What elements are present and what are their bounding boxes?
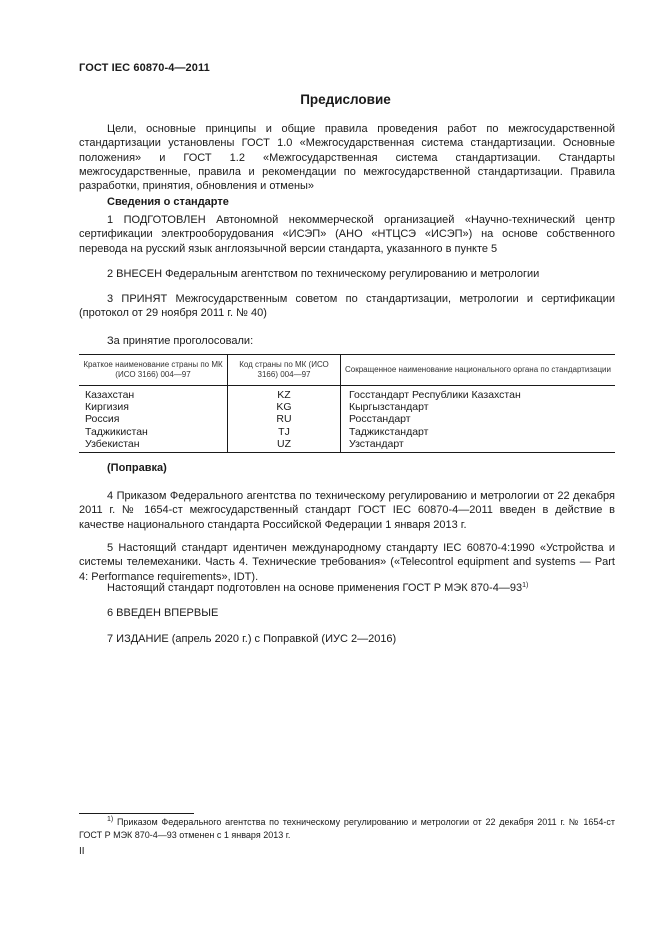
footnote-marker: 1) xyxy=(107,816,114,823)
country-cell: Казахстан xyxy=(85,389,135,401)
intro-paragraph: Цели, основные принципы и общие правила проведения работ по межгосударственной стандартизации установлены ГОСТ 1.0 «Межгосударственная система стандартизации. Основные положения» и ГОСТ 1.2 «Межгосударственная система стандартизации. Стандарты межгосударственные, правила и рекомендации по межгосударственной стандартизации. Правила разработки, принятия, обновления и отмены» xyxy=(79,123,615,193)
item-4-paragraph: 4 Приказом Федерального агентства по техническому регулированию и метрологии от 22 декабря 2011 г. № 1654-ст межгосударственный стандарт ГОСТ IEC 60870-4—2011 введен в действие в качестве национального стандарта Российской Федерации 1 января 2013 г. xyxy=(79,490,615,531)
item-7-paragraph: 7 ИЗДАНИЕ (апрель 2020 г.) с Поправкой (ИУС 2—2016) xyxy=(107,633,397,645)
table-row xyxy=(79,386,615,402)
document-code-header: ГОСТ IEC 60870-4—2011 xyxy=(79,62,210,74)
item-6-paragraph: 6 ВВЕДЕН ВПЕРВЫЕ xyxy=(107,607,219,619)
item-5-note xyxy=(79,581,615,595)
item-5-note-text: Настоящий стандарт подготовлен на основе применения ГОСТ Р МЭК 870-4—93 xyxy=(107,582,523,594)
page-title xyxy=(0,92,661,107)
footnote-reference[interactable]: 1) xyxy=(522,582,529,589)
footnote-divider xyxy=(79,813,194,814)
section-heading: Сведения о стандарте xyxy=(107,196,229,208)
country-cell: Узбекистан xyxy=(79,438,228,453)
body-cell: Таджикстандарт xyxy=(341,426,616,438)
item-5-paragraph: 5 Настоящий стандарт идентичен международному стандарту IEC 60870-4:1990 «Устройства и системы телемеханики. Часть 4. Технические требования» («Telecontrol equipment and systems — Part 4: Performance requirements», IDT). xyxy=(79,542,615,583)
table-row xyxy=(79,401,615,413)
body-cell: Кыргызстандарт xyxy=(341,401,616,413)
voting-countries-table xyxy=(79,354,615,453)
page-number: II xyxy=(79,846,85,857)
column-header-code: Код страны по МК (ИСО 3166) 004—97 xyxy=(228,355,341,386)
column-header-body: Сокращенное наименование национального органа по стандартизации xyxy=(341,355,616,386)
column-header-country: Краткое наименование страны по МК (ИСО 3166) 004—97 xyxy=(79,355,228,386)
country-cell: Таджикистан xyxy=(85,425,148,438)
table-row xyxy=(79,426,615,438)
amendment-label: (Поправка) xyxy=(107,462,167,474)
body-cell: Росстандарт xyxy=(341,413,616,425)
footnote xyxy=(79,816,615,841)
code-cell: KZ xyxy=(228,386,341,402)
code-cell: KG xyxy=(228,401,341,413)
table-header-row xyxy=(79,355,615,386)
votes-intro: За принятие проголосовали: xyxy=(107,335,254,347)
page-title-text: Предисловие xyxy=(300,92,391,107)
table-row xyxy=(79,413,615,425)
item-1-paragraph: 1 ПОДГОТОВЛЕН Автономной некоммерческой организацией «Научно-технический центр сертификации электрооборудования «ИСЭП» (АНО «НТЦСЭ «ИСЭП») на основе собственного перевода на русский язык англоязычной версии стандарта, указанного в пункте 5 xyxy=(79,214,615,255)
body-cell: Узстандарт xyxy=(341,438,616,453)
footnote-text: Приказом Федерального агентства по техническому регулированию и метрологии от 22 декабря 2011 г. № 1654-ст ГОСТ Р МЭК 870-4—93 отменен с 1 января 2013 г. xyxy=(79,817,615,840)
code-cell: UZ xyxy=(228,438,341,453)
code-cell: TJ xyxy=(228,426,341,438)
item-2-paragraph: 2 ВНЕСЕН Федеральным агентством по техническому регулированию и метрологии xyxy=(107,268,540,280)
table-row xyxy=(79,438,615,453)
country-cell: Россия xyxy=(85,413,120,426)
country-cell: Киргизия xyxy=(85,401,129,414)
body-cell: Госстандарт Республики Казахстан xyxy=(341,386,616,402)
item-3-paragraph: 3 ПРИНЯТ Межгосударственным советом по стандартизации, метрологии и сертификации (протокол от 29 ноября 2011 г. № 40) xyxy=(79,293,615,320)
code-cell: RU xyxy=(228,413,341,425)
